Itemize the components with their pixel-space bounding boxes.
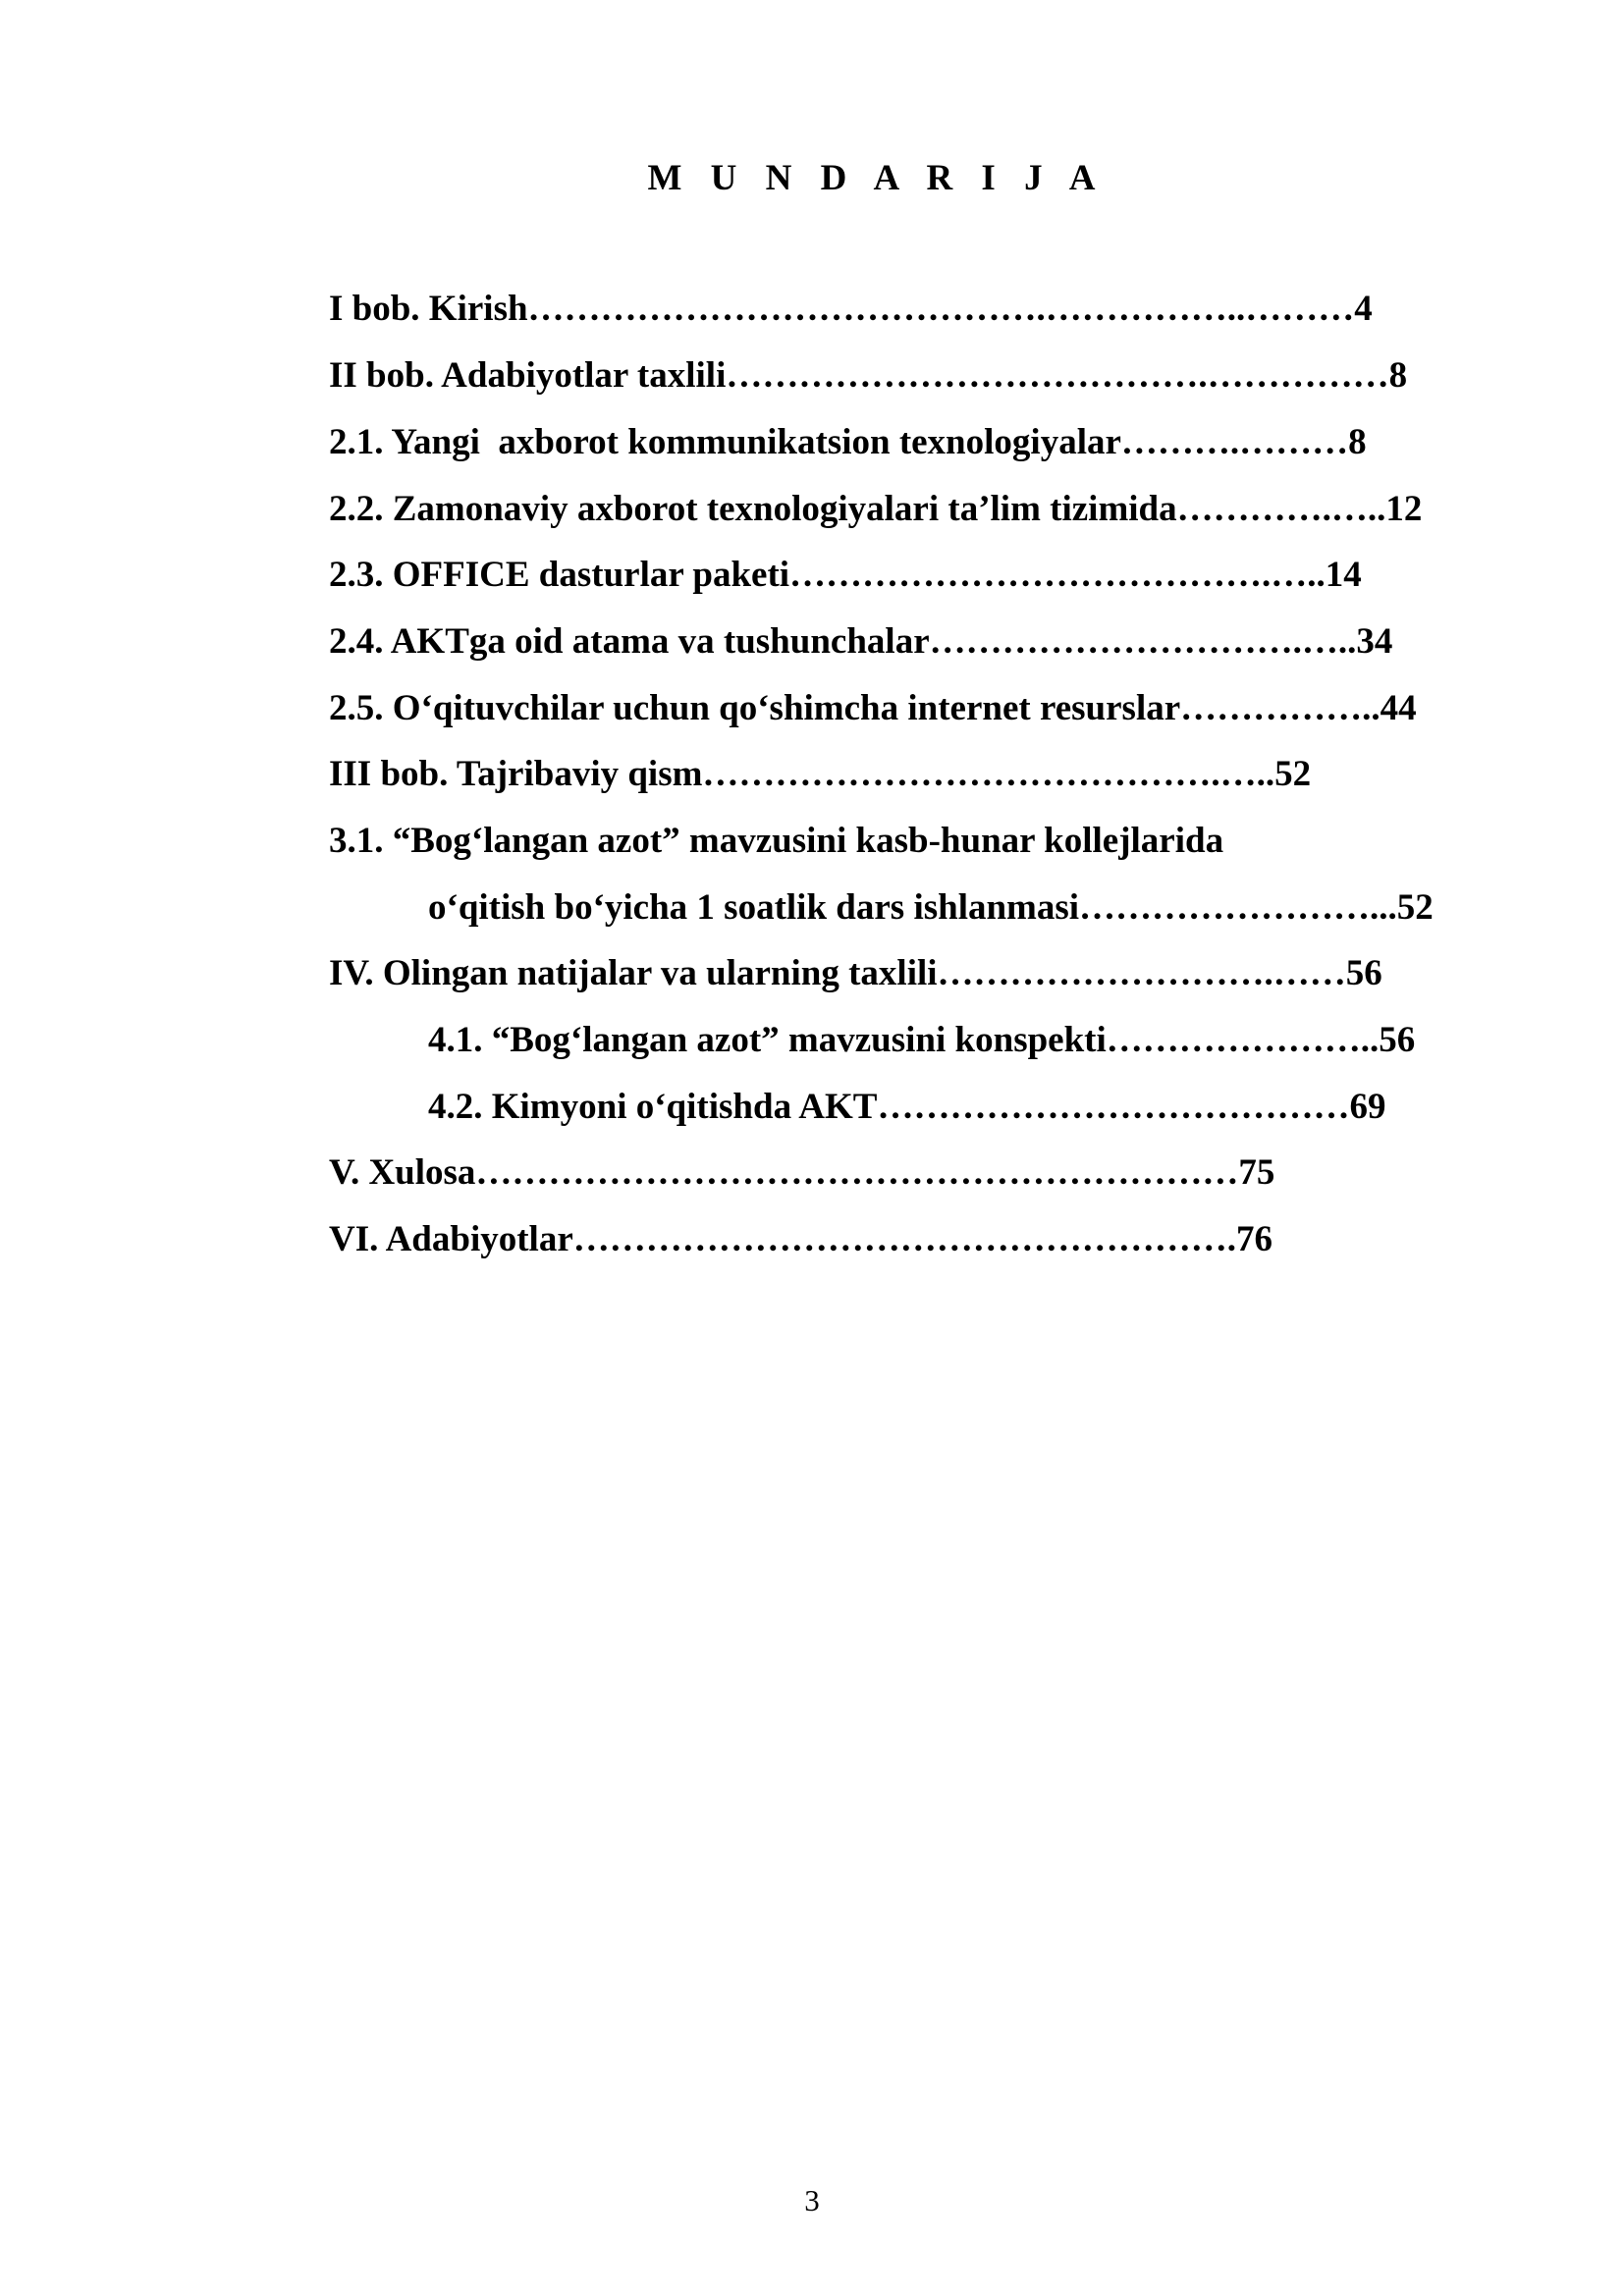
toc-entry-3-1-continuation[interactable]: o‘qitish bo‘yicha 1 soatlik dars ishlanmasi……………………...52	[428, 887, 1434, 928]
toc-entry-tajribaviy-qism[interactable]: III bob. Tajribaviy qism…………………………………….…..52	[329, 754, 1312, 794]
toc-entry-2-1[interactable]: 2.1. Yangi axborot kommunikatsion texnologiyalar……….………8	[329, 422, 1367, 462]
toc-entry-2-5[interactable]: 2.5. O‘qituvchilar uchun qo‘shimcha internet resurslar……………..44	[329, 688, 1417, 728]
toc-entry-adabiyotlar[interactable]: VI. Adabiyotlar……………………………………………….76	[329, 1219, 1273, 1259]
toc-entry-kirish[interactable]: I bob. Kirish…………………………………….……………..………4	[329, 289, 1373, 329]
toc-entry-2-4[interactable]: 2.4. AKTga oid atama va tushunchalar………………………….…..34	[329, 621, 1393, 662]
toc-entry-xulosa[interactable]: V. Xulosa………………………………………………………75	[329, 1152, 1275, 1193]
page-title: M U N D A R I J A	[647, 158, 1106, 198]
toc-entry-2-3[interactable]: 2.3. OFFICE dasturlar paketi………………………………….…..14	[329, 555, 1362, 595]
page-number: 3	[804, 2183, 820, 2217]
toc-entry-2-2[interactable]: 2.2. Zamonaviy axborot texnologiyalari ta’lim tizimida………….…..12	[329, 489, 1423, 529]
toc-entry-4-1[interactable]: 4.1. “Bog‘langan azot” mavzusini konspekti…………………..56	[428, 1020, 1416, 1060]
toc-entry-adabiyotlar-taxlili[interactable]: II bob. Adabiyotlar taxlili………………………………….……………8	[329, 355, 1408, 396]
toc-entry-natijalar[interactable]: IV. Olingan natijalar va ularning taxlili……………………….……56	[329, 953, 1382, 993]
toc-entry-4-2[interactable]: 4.2. Kimyoni o‘qitishda AKT…………………………………69	[428, 1087, 1386, 1127]
toc-entry-3-1[interactable]: 3.1. “Bog‘langan azot” mavzusini kasb-hunar kollejlarida	[329, 821, 1224, 861]
